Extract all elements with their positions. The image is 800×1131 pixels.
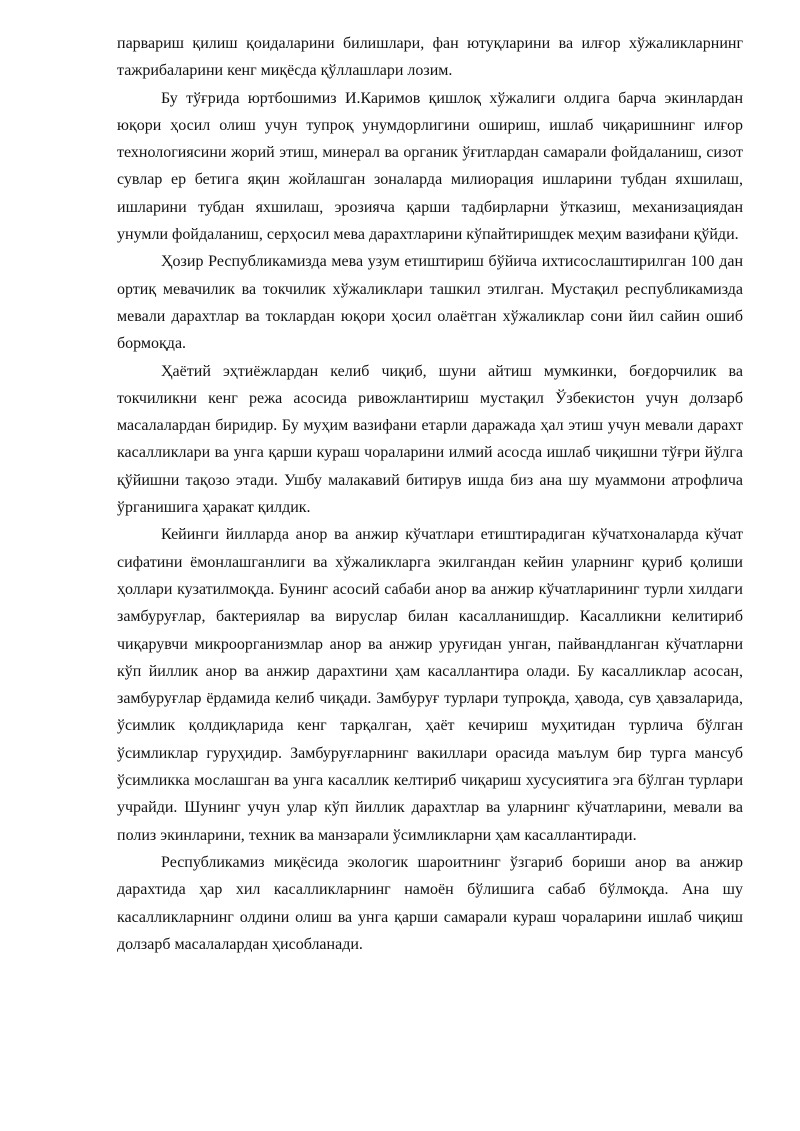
paragraph-2: Бу тўғрида юртбошимиз И.Каримов қишлоқ хўжалиги олдига барча экинлардан юқори ҳосил олиш учун тупроқ унумдорлигини ошириш, ишлаб чиқаришнинг илғор технологиясини жорий этиш, минерал ва органик ўғитлардан самарали фойдаланиш, сизот сувлар ер бетига яқин жойлашган зоналарда милиорация ишларини тубдан яхшилаш, ишларини тубдан яхшилаш, эрозияча қарши тадбирларни ўтказиш, механизациядан унумли фойдаланиш, серҳосил мева дарахтларини кўпайтиришдек меҳим вазифани қўйди. (117, 89, 743, 244)
paragraph-6: Республикамиз миқёсида экологик шароитнинг ўзгариб бориши анор ва анжир дарахтида ҳар хил касалликларнинг намоён бўлишига сабаб бўлмоқда. Ана шу касалликларнинг олдини олиш ва унга қарши самарали кураш чораларини ишлаб чиқиш долзарб масалалардан ҳисобланади. (117, 853, 743, 953)
document-page (117, 30, 743, 958)
paragraph-4: Ҳаётий эҳтиёжлардан келиб чиқиб, шуни айтиш мумкинки, боғдорчилик ва токчиликни кенг режа асосида ривожлантириш мустақил Ўзбекистон учун долзарб масалалардан биридир. Бу муҳим вазифани етарли даражада ҳал этиш учун мевали дарахт касалликлари ва унга қарши кураш чораларини илмий асосда ишлаб чиқишни тўғри йўлга қўйишни тақозо этади. Ушбу малакавий битирув ишда биз ана шу муаммони атрофлича ўрганишига ҳаракат қилдик. (117, 362, 743, 517)
paragraph-1: парвариш қилиш қоидаларини билишлари, фан ютуқларини ва илғор хўжаликларнинг тажрибаларини кенг миқёсда қўллашлари лозим. (117, 35, 743, 80)
paragraph-3: Ҳозир Республикамизда мева узум етиштириш бўйича ихтисослаштирилган 100 дан ортиқ мевачилик ва токчилик хўжаликлари ташкил этилган. Мустақил республикамизда мевали дарахтлар ва токлардан юқори ҳосил олаётган хўжаликлар сони йил сайин ошиб бормоқда. (117, 253, 743, 353)
paragraph-5: Кейинги йилларда анор ва анжир кўчатлари етиштирадиган кўчатхоналарда кўчат сифатини ёмонлашганлиги ва хўжаликларга экилгандан кейин уларнинг қуриб қолиши ҳоллари кузатилмоқда. Бунинг асосий сабаби анор ва анжир кўчатларининг турли хилдаги замбуруғлар, бактериялар ва вируслар билан касалланишдир. Касалликни келитириб чиқарувчи микроорганизмлар анор ва анжир уруғидан унган, пайвандланган кўчатларни кўп йиллик анор ва анжир дарахтини ҳам касаллантира олади. Бу касалликлар асосан, замбуруғлар ёрдамида келиб чиқади. Замбуруғ турлари тупроқда, ҳавода, сув ҳавзаларида, ўсимлик қолдиқларида кенг тарқалган, ҳаёт кечириш муҳитидан турлича бўлган ўсимликлар гуруҳидир. Замбуруғларнинг вакиллари орасида маълум бир турга мансуб ўсимликка мослашган ва унга касаллик келтириб чиқариш хусусиятига эга бўлган турлари учрайди. Шунинг учун улар кўп йиллик дарахтлар ва уларнинг кўчатларини, мевали ва полиз экинларини, техник ва манзарали ўсимликларни ҳам касаллантиради. (117, 526, 743, 844)
